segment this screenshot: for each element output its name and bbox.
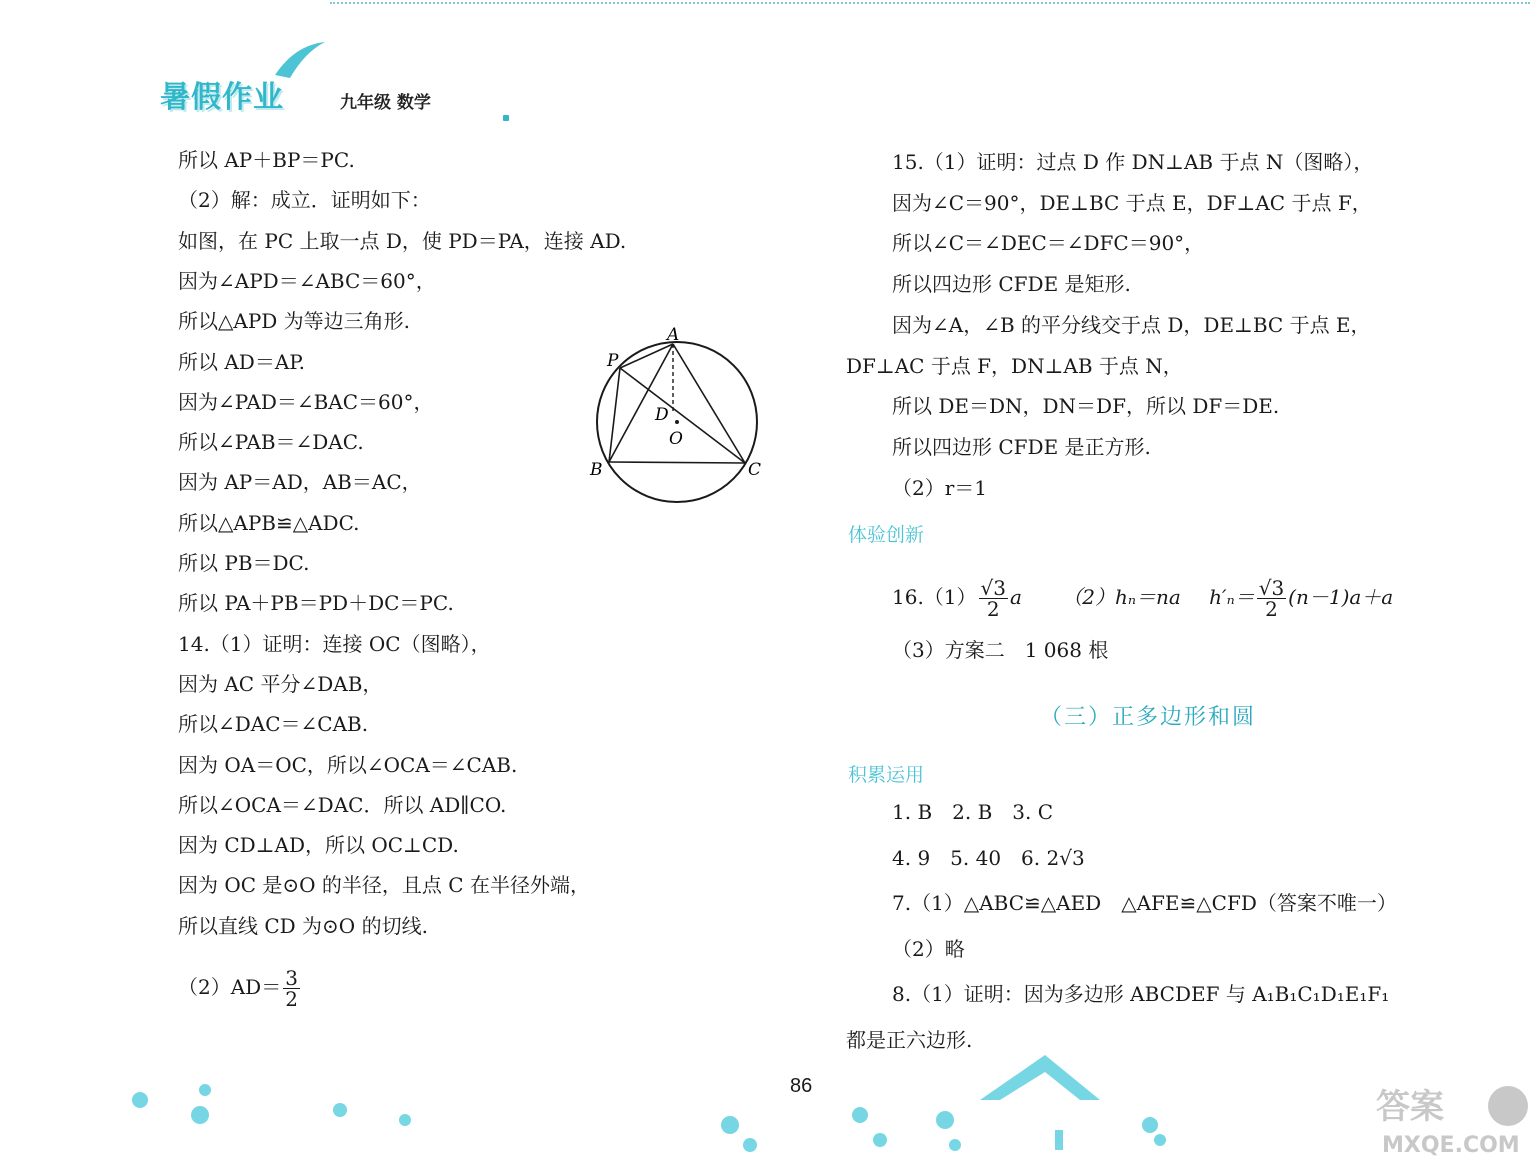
top-dotted-rule	[330, 2, 1530, 10]
q16-line	[892, 578, 1393, 619]
text-line: 14.（1）证明：连接 OC（图略），	[178, 631, 491, 656]
text-line: 如图，在 PC 上取一点 D，使 PD＝PA，连接 AD.	[178, 228, 627, 253]
text-line: 15.（1）证明：过点 D 作 DN⊥AB 于点 N（图略），	[892, 150, 1374, 174]
text-line: 所以 AP＋BP＝PC.	[178, 148, 355, 172]
q16-fraction-1	[979, 578, 1008, 619]
text-line: 因为∠PAD＝∠BAC＝60°，	[178, 389, 434, 414]
segment-pb	[609, 368, 620, 462]
text-line: 因为∠APD＝∠ABC＝60°，	[178, 268, 436, 293]
q16-part3: （3）方案二 1 068 根	[892, 638, 1109, 662]
text-line: 都是正六边形.	[846, 1027, 973, 1052]
q16-frac1-num: √3	[980, 576, 1006, 600]
text-line: 所以四边形 CFDE 是矩形.	[892, 272, 1131, 297]
label-c: C	[748, 460, 762, 480]
text-line: 所以 AD＝AP.	[178, 349, 306, 374]
text-line: 所以四边形 CFDE 是正方形.	[892, 434, 1151, 459]
house-door-icon	[1055, 1130, 1063, 1150]
text-line: 因为 OC 是⊙O 的半径，且点 C 在半径外端，	[178, 873, 590, 898]
page-number: 86	[790, 1075, 813, 1097]
text-line: 因为∠C＝90°，DE⊥BC 于点 E，DF⊥AC 于点 F，	[892, 190, 1372, 215]
text-line: 所以∠OCA＝∠DAC．所以 AD∥CO.	[178, 792, 507, 817]
label-p: P	[607, 351, 619, 371]
left-last-line	[178, 968, 302, 1009]
text-line: 所以 PA＋PB＝PD＋DC＝PC.	[178, 591, 454, 616]
text-line: 所以∠C＝∠DEC＝∠DFC＝90°，	[892, 231, 1205, 256]
text-line: 所以 PB＝DC.	[178, 551, 310, 575]
segment-bc	[609, 462, 745, 463]
q16-part2b-tail: (n－1)a＋a	[1288, 585, 1394, 609]
center-point	[675, 420, 679, 424]
left-last-prefix: （2）AD＝	[178, 975, 282, 999]
text-line: 所以∠DAC＝∠CAB.	[178, 712, 369, 737]
text-line: 因为 AP＝AD，AB＝AC，	[178, 470, 422, 495]
accent-dot	[503, 115, 509, 121]
text-line: 所以△APD 为等边三角形.	[178, 309, 411, 334]
q16-part2: （2）hₙ＝na	[1062, 585, 1181, 609]
svg-text:MXQE.COM: MXQE.COM	[1382, 1133, 1520, 1158]
fraction-numerator: 3	[285, 966, 298, 990]
fraction-3-2	[283, 968, 300, 1009]
text-line: 7.（1）△ABC≌△AED △AFE≌△CFD（答案不唯一）	[892, 891, 1397, 915]
text-line: 4. 9 5. 40 6. 2√3	[892, 845, 1085, 870]
grade-subject: 九年级 数学	[340, 93, 431, 113]
text-line: 所以 DE＝DN，DN＝DF，所以 DF＝DE.	[892, 394, 1280, 419]
label-o: O	[669, 429, 683, 449]
text-line: 所以∠PAB＝∠DAC.	[178, 430, 364, 455]
text-line: 8.（1）证明：因为多边形 ABCDEF 与 A₁B₁C₁D₁E₁F₁	[892, 982, 1390, 1006]
text-line: 所以直线 CD 为⊙O 的切线.	[178, 913, 428, 938]
text-line: 因为 AC 平分∠DAB，	[178, 671, 383, 696]
bottom-decoration	[0, 1040, 1536, 1166]
q16-frac1-den: 2	[986, 597, 1000, 621]
fraction-denominator: 2	[285, 987, 298, 1011]
circle-geometry-figure	[585, 320, 765, 515]
house-roof-icon	[980, 1055, 1100, 1100]
watermark-logo	[1372, 1072, 1532, 1162]
label-a: A	[667, 325, 680, 345]
text-line: 1. B 2. B 3. C	[892, 800, 1054, 824]
text-line: 因为∠A，∠B 的平分线交于点 D，DE⊥BC 于点 E，	[892, 312, 1371, 337]
text-line: （2）解：成立．证明如下：	[178, 188, 431, 213]
text-line: （2）r＝1	[892, 475, 988, 500]
segment-ac	[673, 344, 745, 463]
q16-fraction-2	[1257, 578, 1286, 619]
q16-part2b: h′ₙ＝	[1209, 585, 1255, 609]
section-heading-practice: 积累运用	[848, 764, 925, 786]
section-heading-innovation: 体验创新	[848, 524, 925, 546]
q16-frac2-den: 2	[1265, 597, 1278, 621]
text-line: DF⊥AC 于点 F，DN⊥AB 于点 N，	[846, 353, 1183, 378]
q16-part1-tail: a	[1010, 585, 1022, 609]
label-d: D	[655, 405, 669, 425]
text-line: 所以△APB≌△ADC.	[178, 510, 360, 535]
text-line: （2）略	[892, 936, 965, 961]
q16-frac2-num: √3	[1258, 576, 1285, 600]
text-line: 因为 OA＝OC，所以∠OCA＝∠CAB.	[178, 752, 518, 777]
label-b: B	[590, 460, 603, 480]
q16-label: 16.（1）	[892, 585, 977, 609]
chapter-title: （三）正多边形和圆	[1040, 705, 1257, 730]
logo-title: 暑假作业	[160, 80, 284, 115]
segment-ab	[609, 344, 673, 462]
text-line: 因为 CD⊥AD，所以 OC⊥CD.	[178, 833, 459, 858]
svg-text:答案: 答案	[1376, 1087, 1444, 1127]
